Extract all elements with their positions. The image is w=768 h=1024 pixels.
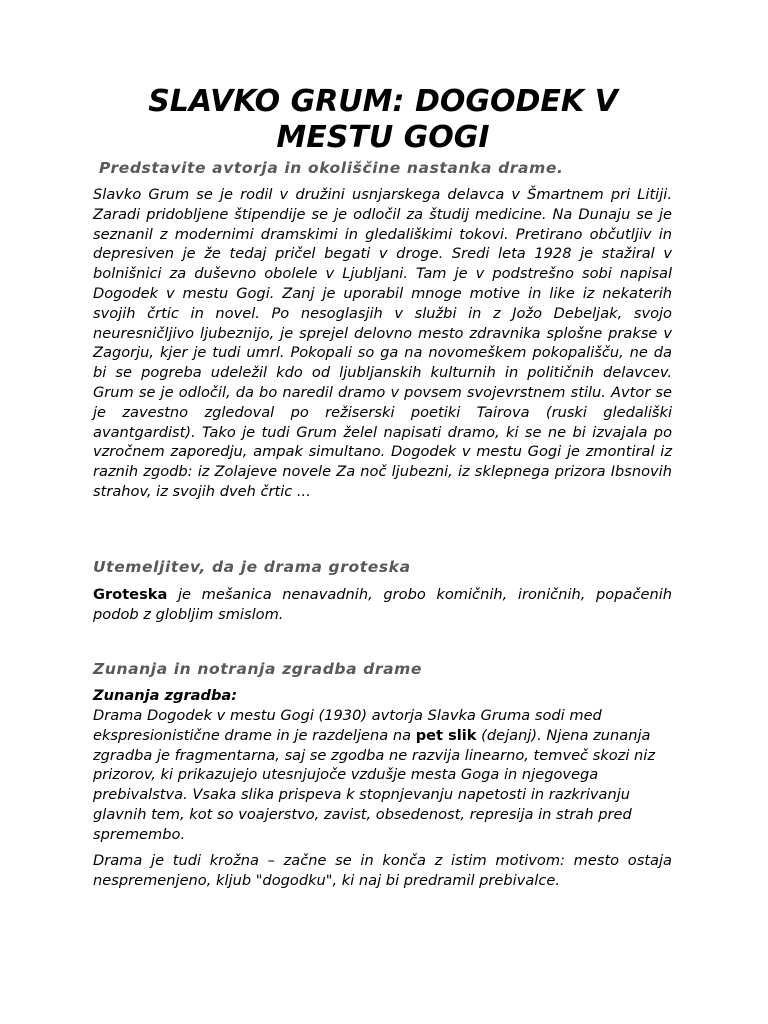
grotesque-paragraph bbox=[93, 585, 672, 625]
grotesque-definition: je mešanica nenavadnih, grobo komičnih, ironičnih, popačenih podob z globljim smislom. bbox=[93, 586, 672, 623]
structure-text-part1: Drama Dogodek v mestu Gogi (1930) avtorja Slavka Gruma sodi med ekspresionistične drame in je razdeljena na bbox=[93, 707, 602, 744]
author-paragraph: Slavko Grum se je rodil v družini usnjarskega delavca v Šmartnem pri Litiji. Zaradi pridobljene štipendije se je odločil za študij medicine. Na Dunaju se je seznanil z modernimi dramskimi in gledališkimi tokovi. Pretirano občutljiv in depresiven je že tedaj pričel begati v droge. Sredi leta 1928 je stažiral v bolnišnici za duševno obolele v Ljubljani. Tam je v podstrešno sobi napisal Dogodek v mestu Gogi. Zanj je uporabil mnoge motive in like iz nekaterih svojih črtic in novel. Po nesoglasjih v službi in z Jožo Debeljak, svojo neuresničljivo ljubeznijo, je sprejel delovno mesto zdravnika splošne prakse v Zagorju, kjer je tudi umrl. Pokopali so ga na novomeškem pokopališču, ne da bi se pogreba udeležil kdo od ljubljanskih kulturnih in političnih delavcev. Grum se je odločil, da bo naredil dramo v povsem svojevrstnem stilu. Avtor se je zavestno zgledoval po režiserski poetiki Tairova (ruski gledališki avantgardist). Tako je tudi Grum želel napisati dramo, ki se ne bi izvajala po vzročnem zaporedju, ampak simultano. Dogodek v mestu Gogi je zmontiral iz raznih zgodb: iz Zolajeve novele Za noč ljubezni, iz sklepnega prizora Ibsnovih strahov, iz svojih dveh črtic ... bbox=[93, 186, 672, 500]
grotesque-term: Groteska bbox=[93, 586, 168, 603]
structure-text-part2: (dejanj). Njena zunanja zgradba je fragmentarna, saj se zgodba ne razvija linearno, temveč skozi niz prizorov, ki prikazujejo utesnjujoče vzdušje mesta Goga in njegovega prebivalstva. Vsaka slika prispeva k stopnjevanju napetosti in razkrivanju glavnih tem, kot so voajerstvo, zavist, obsedenost, represija in strah pred spremembo. bbox=[93, 726, 656, 843]
section-heading-structure: Zunanja in notranja zgradba drame bbox=[93, 660, 423, 678]
five-scenes-bold: pet slik bbox=[415, 726, 477, 744]
document-title: SLAVKO GRUM: DOGODEK V MESTU GOGI bbox=[148, 84, 618, 155]
section-heading-author: Predstavite avtorja in okoliščine nastanka drame. bbox=[99, 159, 564, 177]
circular-structure-paragraph: Drama je tudi krožna – začne se in konča z istim motivom: mesto ostaja nespremenjeno, kljub "dogodku", ki naj bi predramil prebivalce. bbox=[93, 852, 672, 889]
external-structure-label: Zunanja zgradba: bbox=[93, 687, 238, 704]
external-structure-paragraph bbox=[93, 706, 672, 845]
section-heading-grotesque: Utemeljitev, da je drama groteska bbox=[93, 558, 411, 576]
